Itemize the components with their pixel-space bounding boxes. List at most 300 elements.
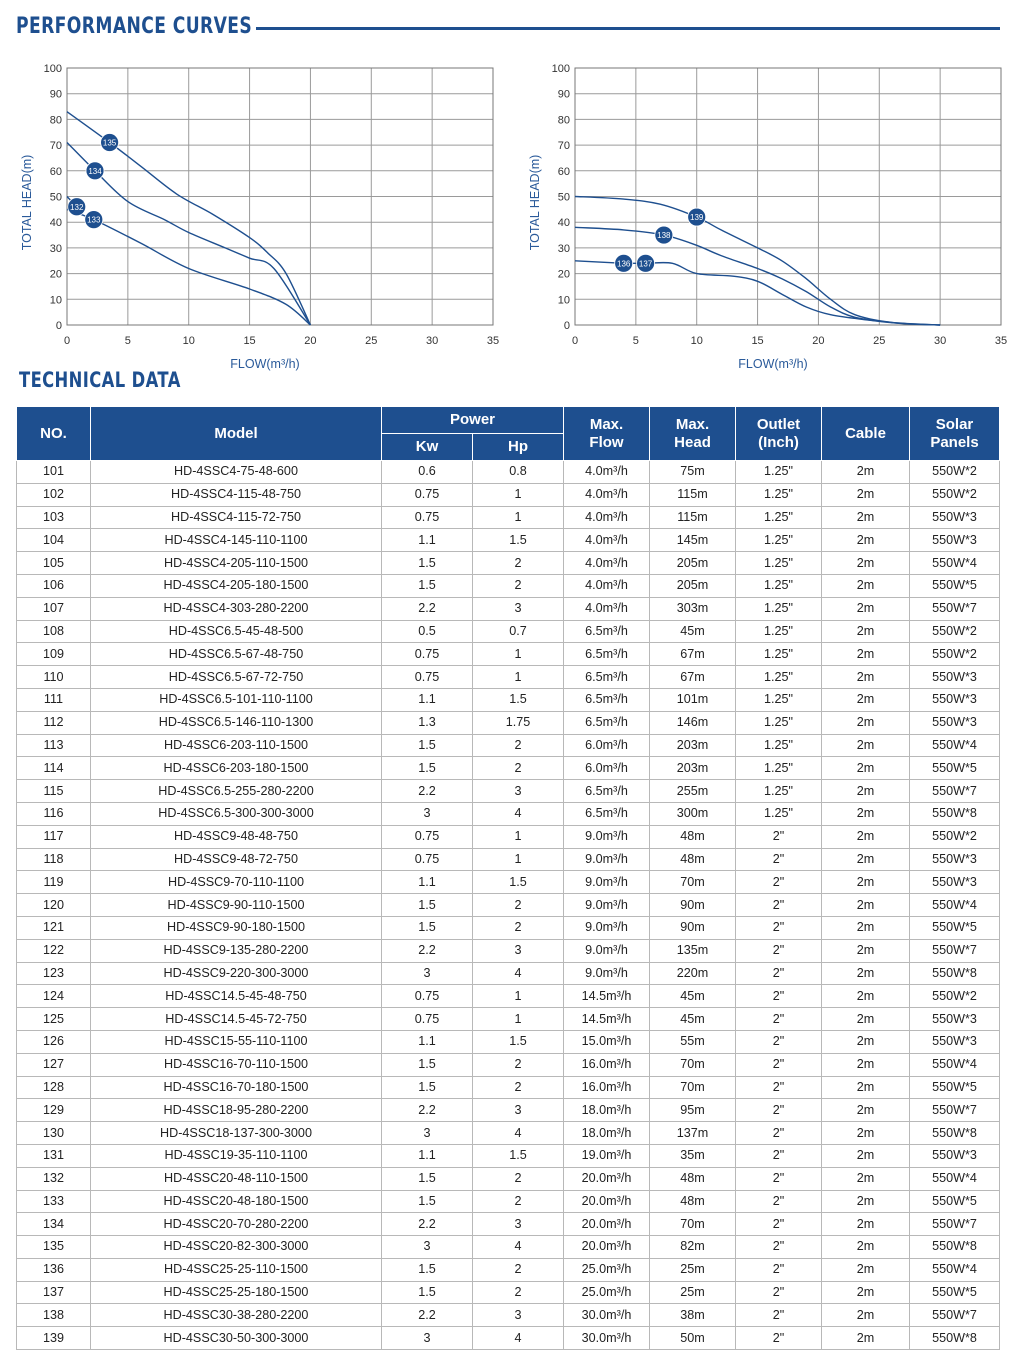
x-tick-label: 5 bbox=[124, 335, 131, 347]
table-row bbox=[17, 711, 1000, 734]
cell-model: HD-4SSC15-55-110-1100 bbox=[91, 1030, 382, 1053]
cell-model: HD-4SSC4-115-72-750 bbox=[91, 506, 382, 529]
cell-outlet: 2" bbox=[736, 1304, 822, 1327]
cell-kw: 0.75 bbox=[382, 825, 473, 848]
cell-max-flow: 9.0m³/h bbox=[564, 894, 650, 917]
table-row bbox=[17, 734, 1000, 757]
cell-max-flow: 6.5m³/h bbox=[564, 688, 650, 711]
y-axis-label: TOTAL HEAD(m) bbox=[528, 154, 542, 251]
cell-max-flow: 6.5m³/h bbox=[564, 643, 650, 666]
table-row bbox=[17, 962, 1000, 985]
cell-kw: 2.2 bbox=[382, 1213, 473, 1236]
cell-hp: 3 bbox=[473, 1099, 564, 1122]
cell-hp: 2 bbox=[473, 1076, 564, 1099]
cell-max-head: 50m bbox=[650, 1327, 736, 1350]
cell-outlet: 2" bbox=[736, 1122, 822, 1145]
y-tick-label: 70 bbox=[49, 140, 62, 153]
cell-outlet: 1.25" bbox=[736, 711, 822, 734]
cell-no: 116 bbox=[17, 802, 91, 825]
cell-kw: 1.5 bbox=[382, 1190, 473, 1213]
table-row bbox=[17, 1281, 1000, 1304]
cell-solar-panels: 550W*7 bbox=[910, 597, 1000, 620]
cell-max-flow: 16.0m³/h bbox=[564, 1053, 650, 1076]
cell-cable: 2m bbox=[822, 985, 910, 1008]
cell-cable: 2m bbox=[822, 1053, 910, 1076]
cell-no: 135 bbox=[17, 1236, 91, 1259]
cell-no: 111 bbox=[17, 688, 91, 711]
cell-solar-panels: 550W*3 bbox=[910, 871, 1000, 894]
cell-cable: 2m bbox=[822, 1076, 910, 1099]
cell-no: 125 bbox=[17, 1008, 91, 1031]
cell-max-head: 70m bbox=[650, 871, 736, 894]
cell-outlet: 1.25" bbox=[736, 574, 822, 597]
header-max-flow: Max. Flow bbox=[564, 407, 650, 461]
cell-hp: 3 bbox=[473, 597, 564, 620]
cell-outlet: 2" bbox=[736, 1236, 822, 1259]
cell-max-head: 45m bbox=[650, 985, 736, 1008]
y-tick-label: 100 bbox=[551, 63, 570, 75]
cell-model: HD-4SSC6.5-45-48-500 bbox=[91, 620, 382, 643]
cell-max-flow: 9.0m³/h bbox=[564, 825, 650, 848]
cell-kw: 0.75 bbox=[382, 643, 473, 666]
cell-max-head: 145m bbox=[650, 529, 736, 552]
cell-kw: 1.3 bbox=[382, 711, 473, 734]
cell-no: 102 bbox=[17, 483, 91, 506]
cell-solar-panels: 550W*8 bbox=[910, 802, 1000, 825]
table-row bbox=[17, 666, 1000, 689]
cell-max-flow: 9.0m³/h bbox=[564, 871, 650, 894]
cell-model: HD-4SSC20-48-110-1500 bbox=[91, 1167, 382, 1190]
cell-max-flow: 4.0m³/h bbox=[564, 552, 650, 575]
cell-hp: 2 bbox=[473, 1281, 564, 1304]
x-tick-label: 0 bbox=[571, 335, 579, 347]
y-tick-label: 10 bbox=[557, 294, 570, 307]
y-tick-label: 50 bbox=[557, 191, 570, 204]
table-row bbox=[17, 1008, 1000, 1031]
cell-max-head: 137m bbox=[650, 1122, 736, 1145]
performance-chart-right bbox=[508, 52, 1008, 377]
cell-no: 122 bbox=[17, 939, 91, 962]
cell-solar-panels: 550W*3 bbox=[910, 529, 1000, 552]
cell-outlet: 2" bbox=[736, 848, 822, 871]
cell-solar-panels: 550W*2 bbox=[910, 483, 1000, 506]
cell-hp: 1.5 bbox=[473, 529, 564, 552]
cell-cable: 2m bbox=[822, 916, 910, 939]
cell-max-head: 203m bbox=[650, 757, 736, 780]
cell-no: 108 bbox=[17, 620, 91, 643]
cell-max-flow: 6.5m³/h bbox=[564, 711, 650, 734]
cell-max-flow: 20.0m³/h bbox=[564, 1236, 650, 1259]
cell-outlet: 1.25" bbox=[736, 666, 822, 689]
cell-max-flow: 4.0m³/h bbox=[564, 574, 650, 597]
cell-model: HD-4SSC20-82-300-3000 bbox=[91, 1236, 382, 1259]
cell-model: HD-4SSC25-25-180-1500 bbox=[91, 1281, 382, 1304]
cell-max-flow: 20.0m³/h bbox=[564, 1190, 650, 1213]
table-row bbox=[17, 1327, 1000, 1350]
cell-outlet: 1.25" bbox=[736, 552, 822, 575]
cell-max-flow: 18.0m³/h bbox=[564, 1099, 650, 1122]
cell-outlet: 2" bbox=[736, 1327, 822, 1350]
curve-badge-label: 133 bbox=[87, 215, 101, 225]
cell-no: 137 bbox=[17, 1281, 91, 1304]
x-tick-label: 0 bbox=[63, 335, 71, 347]
cell-max-head: 115m bbox=[650, 483, 736, 506]
cell-outlet: 2" bbox=[736, 894, 822, 917]
header-power: Power bbox=[382, 407, 564, 434]
cell-hp: 1 bbox=[473, 848, 564, 871]
cell-outlet: 2" bbox=[736, 962, 822, 985]
cell-hp: 1.5 bbox=[473, 871, 564, 894]
cell-kw: 0.75 bbox=[382, 848, 473, 871]
cell-outlet: 1.25" bbox=[736, 529, 822, 552]
cell-max-head: 25m bbox=[650, 1258, 736, 1281]
table-row bbox=[17, 1030, 1000, 1053]
y-tick-label: 70 bbox=[557, 140, 570, 153]
cell-kw: 1.5 bbox=[382, 1053, 473, 1076]
y-tick-label: 40 bbox=[557, 217, 570, 230]
cell-no: 117 bbox=[17, 825, 91, 848]
cell-max-flow: 4.0m³/h bbox=[564, 506, 650, 529]
cell-cable: 2m bbox=[822, 552, 910, 575]
cell-kw: 0.75 bbox=[382, 506, 473, 529]
header-outlet: Outlet (Inch) bbox=[736, 407, 822, 461]
cell-hp: 4 bbox=[473, 1122, 564, 1145]
cell-cable: 2m bbox=[822, 461, 910, 484]
cell-solar-panels: 550W*7 bbox=[910, 939, 1000, 962]
cell-model: HD-4SSC20-70-280-2200 bbox=[91, 1213, 382, 1236]
table-row bbox=[17, 1076, 1000, 1099]
cell-solar-panels: 550W*4 bbox=[910, 894, 1000, 917]
cell-model: HD-4SSC20-48-180-1500 bbox=[91, 1190, 382, 1213]
x-tick-label: 30 bbox=[426, 335, 439, 347]
table-row bbox=[17, 1190, 1000, 1213]
table-row bbox=[17, 757, 1000, 780]
cell-outlet: 2" bbox=[736, 1213, 822, 1236]
y-tick-label: 90 bbox=[557, 88, 570, 101]
cell-max-head: 303m bbox=[650, 597, 736, 620]
cell-max-head: 115m bbox=[650, 506, 736, 529]
curve-badge-label: 132 bbox=[70, 202, 84, 212]
cell-outlet: 1.25" bbox=[736, 757, 822, 780]
cell-outlet: 2" bbox=[736, 1076, 822, 1099]
cell-kw: 2.2 bbox=[382, 597, 473, 620]
cell-kw: 0.75 bbox=[382, 666, 473, 689]
y-tick-label: 90 bbox=[49, 88, 62, 101]
cell-no: 136 bbox=[17, 1258, 91, 1281]
cell-max-flow: 9.0m³/h bbox=[564, 962, 650, 985]
cell-cable: 2m bbox=[822, 1167, 910, 1190]
cell-max-flow: 9.0m³/h bbox=[564, 916, 650, 939]
cell-cable: 2m bbox=[822, 1099, 910, 1122]
cell-max-flow: 9.0m³/h bbox=[564, 848, 650, 871]
cell-model: HD-4SSC4-205-110-1500 bbox=[91, 552, 382, 575]
table-row bbox=[17, 916, 1000, 939]
cell-solar-panels: 550W*3 bbox=[910, 666, 1000, 689]
cell-no: 103 bbox=[17, 506, 91, 529]
cell-hp: 1 bbox=[473, 985, 564, 1008]
cell-hp: 4 bbox=[473, 1236, 564, 1259]
cell-kw: 1.5 bbox=[382, 1076, 473, 1099]
cell-no: 127 bbox=[17, 1053, 91, 1076]
y-axis-label: TOTAL HEAD(m) bbox=[20, 154, 34, 251]
table-row bbox=[17, 552, 1000, 575]
cell-cable: 2m bbox=[822, 1258, 910, 1281]
cell-no: 114 bbox=[17, 757, 91, 780]
cell-kw: 3 bbox=[382, 962, 473, 985]
title-rule-divider bbox=[256, 27, 1000, 30]
cell-kw: 0.75 bbox=[382, 483, 473, 506]
cell-cable: 2m bbox=[822, 848, 910, 871]
cell-no: 113 bbox=[17, 734, 91, 757]
cell-solar-panels: 550W*7 bbox=[910, 1304, 1000, 1327]
cell-model: HD-4SSC6.5-67-72-750 bbox=[91, 666, 382, 689]
table-row bbox=[17, 688, 1000, 711]
cell-no: 105 bbox=[17, 552, 91, 575]
cell-hp: 1 bbox=[473, 666, 564, 689]
table-row bbox=[17, 483, 1000, 506]
cell-outlet: 2" bbox=[736, 1099, 822, 1122]
cell-hp: 2 bbox=[473, 1053, 564, 1076]
cell-hp: 0.7 bbox=[473, 620, 564, 643]
cell-no: 109 bbox=[17, 643, 91, 666]
cell-max-flow: 6.5m³/h bbox=[564, 802, 650, 825]
cell-hp: 3 bbox=[473, 1213, 564, 1236]
cell-solar-panels: 550W*2 bbox=[910, 825, 1000, 848]
cell-outlet: 2" bbox=[736, 1144, 822, 1167]
x-tick-label: 20 bbox=[304, 335, 317, 347]
cell-max-flow: 4.0m³/h bbox=[564, 483, 650, 506]
cell-hp: 1.5 bbox=[473, 1030, 564, 1053]
performance-chart-left bbox=[0, 52, 500, 377]
table-row bbox=[17, 1304, 1000, 1327]
cell-max-head: 90m bbox=[650, 916, 736, 939]
cell-max-head: 48m bbox=[650, 1190, 736, 1213]
cell-max-head: 90m bbox=[650, 894, 736, 917]
cell-model: HD-4SSC14.5-45-48-750 bbox=[91, 985, 382, 1008]
cell-model: HD-4SSC9-90-180-1500 bbox=[91, 916, 382, 939]
cell-hp: 2 bbox=[473, 1190, 564, 1213]
table-row bbox=[17, 871, 1000, 894]
cell-hp: 2 bbox=[473, 1167, 564, 1190]
table-row bbox=[17, 529, 1000, 552]
cell-max-flow: 6.0m³/h bbox=[564, 734, 650, 757]
header-no: NO. bbox=[17, 407, 91, 461]
cell-max-flow: 30.0m³/h bbox=[564, 1304, 650, 1327]
cell-max-head: 146m bbox=[650, 711, 736, 734]
cell-max-head: 55m bbox=[650, 1030, 736, 1053]
cell-max-head: 205m bbox=[650, 574, 736, 597]
cell-solar-panels: 550W*4 bbox=[910, 1053, 1000, 1076]
cell-max-head: 70m bbox=[650, 1076, 736, 1099]
cell-max-head: 205m bbox=[650, 552, 736, 575]
cell-max-head: 48m bbox=[650, 848, 736, 871]
cell-max-flow: 20.0m³/h bbox=[564, 1213, 650, 1236]
cell-cable: 2m bbox=[822, 1236, 910, 1259]
cell-no: 118 bbox=[17, 848, 91, 871]
cell-hp: 2 bbox=[473, 894, 564, 917]
x-tick-label: 20 bbox=[812, 335, 825, 347]
cell-max-flow: 30.0m³/h bbox=[564, 1327, 650, 1350]
cell-model: HD-4SSC4-303-280-2200 bbox=[91, 597, 382, 620]
cell-solar-panels: 550W*8 bbox=[910, 1327, 1000, 1350]
cell-outlet: 1.25" bbox=[736, 506, 822, 529]
cell-no: 131 bbox=[17, 1144, 91, 1167]
cell-kw: 0.75 bbox=[382, 985, 473, 1008]
cell-solar-panels: 550W*5 bbox=[910, 757, 1000, 780]
cell-solar-panels: 550W*2 bbox=[910, 985, 1000, 1008]
cell-hp: 1 bbox=[473, 825, 564, 848]
cell-solar-panels: 550W*2 bbox=[910, 643, 1000, 666]
table-row bbox=[17, 506, 1000, 529]
table-row bbox=[17, 894, 1000, 917]
cell-cable: 2m bbox=[822, 1190, 910, 1213]
table-row bbox=[17, 1213, 1000, 1236]
cell-max-head: 38m bbox=[650, 1304, 736, 1327]
curve-badge-label: 136 bbox=[617, 259, 631, 269]
cell-max-head: 203m bbox=[650, 734, 736, 757]
cell-no: 112 bbox=[17, 711, 91, 734]
cell-model: HD-4SSC16-70-110-1500 bbox=[91, 1053, 382, 1076]
table-row bbox=[17, 1144, 1000, 1167]
header-max-head: Max. Head bbox=[650, 407, 736, 461]
cell-solar-panels: 550W*5 bbox=[910, 1281, 1000, 1304]
cell-outlet: 1.25" bbox=[736, 597, 822, 620]
table-row bbox=[17, 597, 1000, 620]
cell-hp: 4 bbox=[473, 962, 564, 985]
cell-max-flow: 14.5m³/h bbox=[564, 985, 650, 1008]
cell-solar-panels: 550W*3 bbox=[910, 1144, 1000, 1167]
cell-cable: 2m bbox=[822, 871, 910, 894]
cell-solar-panels: 550W*5 bbox=[910, 1076, 1000, 1099]
cell-cable: 2m bbox=[822, 1008, 910, 1031]
cell-hp: 1 bbox=[473, 483, 564, 506]
cell-model: HD-4SSC9-90-110-1500 bbox=[91, 894, 382, 917]
cell-cable: 2m bbox=[822, 1304, 910, 1327]
cell-hp: 2 bbox=[473, 574, 564, 597]
cell-solar-panels: 550W*3 bbox=[910, 1008, 1000, 1031]
table-row bbox=[17, 1236, 1000, 1259]
cell-model: HD-4SSC30-38-280-2200 bbox=[91, 1304, 382, 1327]
cell-no: 121 bbox=[17, 916, 91, 939]
y-tick-label: 50 bbox=[49, 191, 62, 204]
cell-hp: 1 bbox=[473, 1008, 564, 1031]
x-tick-label: 15 bbox=[243, 335, 256, 347]
cell-max-head: 70m bbox=[650, 1053, 736, 1076]
cell-outlet: 1.25" bbox=[736, 461, 822, 484]
cell-no: 123 bbox=[17, 962, 91, 985]
cell-solar-panels: 550W*4 bbox=[910, 734, 1000, 757]
cell-max-head: 82m bbox=[650, 1236, 736, 1259]
cell-model: HD-4SSC19-35-110-1100 bbox=[91, 1144, 382, 1167]
cell-max-head: 35m bbox=[650, 1144, 736, 1167]
cell-kw: 1.1 bbox=[382, 1144, 473, 1167]
cell-max-head: 255m bbox=[650, 780, 736, 803]
cell-hp: 3 bbox=[473, 1304, 564, 1327]
x-tick-label: 35 bbox=[994, 335, 1008, 347]
x-tick-label: 10 bbox=[690, 335, 703, 347]
cell-cable: 2m bbox=[822, 506, 910, 529]
cell-kw: 2.2 bbox=[382, 1099, 473, 1122]
cell-max-flow: 18.0m³/h bbox=[564, 1122, 650, 1145]
cell-max-flow: 25.0m³/h bbox=[564, 1281, 650, 1304]
cell-solar-panels: 550W*5 bbox=[910, 1190, 1000, 1213]
cell-solar-panels: 550W*5 bbox=[910, 574, 1000, 597]
cell-solar-panels: 550W*4 bbox=[910, 1258, 1000, 1281]
cell-no: 126 bbox=[17, 1030, 91, 1053]
cell-outlet: 2" bbox=[736, 916, 822, 939]
cell-no: 120 bbox=[17, 894, 91, 917]
cell-cable: 2m bbox=[822, 574, 910, 597]
cell-kw: 1.1 bbox=[382, 529, 473, 552]
cell-max-flow: 20.0m³/h bbox=[564, 1167, 650, 1190]
cell-no: 124 bbox=[17, 985, 91, 1008]
curve-badge-label: 135 bbox=[102, 138, 117, 148]
cell-kw: 2.2 bbox=[382, 1304, 473, 1327]
x-tick-label: 15 bbox=[751, 335, 764, 347]
y-tick-label: 30 bbox=[557, 242, 570, 255]
table-row bbox=[17, 1053, 1000, 1076]
cell-cable: 2m bbox=[822, 757, 910, 780]
cell-model: HD-4SSC9-70-110-1100 bbox=[91, 871, 382, 894]
cell-model: HD-4SSC6.5-255-280-2200 bbox=[91, 780, 382, 803]
cell-no: 134 bbox=[17, 1213, 91, 1236]
cell-hp: 2 bbox=[473, 757, 564, 780]
cell-kw: 1.5 bbox=[382, 757, 473, 780]
table-row bbox=[17, 1099, 1000, 1122]
cell-solar-panels: 550W*3 bbox=[910, 688, 1000, 711]
cell-max-flow: 4.0m³/h bbox=[564, 461, 650, 484]
cell-kw: 0.6 bbox=[382, 461, 473, 484]
cell-hp: 1.75 bbox=[473, 711, 564, 734]
cell-hp: 4 bbox=[473, 802, 564, 825]
cell-cable: 2m bbox=[822, 597, 910, 620]
cell-model: HD-4SSC25-25-110-1500 bbox=[91, 1258, 382, 1281]
y-tick-label: 20 bbox=[49, 268, 62, 281]
cell-cable: 2m bbox=[822, 780, 910, 803]
cell-solar-panels: 550W*3 bbox=[910, 1030, 1000, 1053]
curve-137 bbox=[624, 263, 940, 325]
cell-kw: 1.1 bbox=[382, 1030, 473, 1053]
cell-cable: 2m bbox=[822, 1213, 910, 1236]
cell-cable: 2m bbox=[822, 1030, 910, 1053]
cell-max-head: 95m bbox=[650, 1099, 736, 1122]
x-tick-label: 25 bbox=[873, 335, 886, 347]
cell-hp: 0.8 bbox=[473, 461, 564, 484]
cell-max-head: 48m bbox=[650, 825, 736, 848]
cell-kw: 3 bbox=[382, 1122, 473, 1145]
table-row bbox=[17, 1258, 1000, 1281]
cell-max-flow: 9.0m³/h bbox=[564, 939, 650, 962]
cell-kw: 1.5 bbox=[382, 894, 473, 917]
cell-max-head: 135m bbox=[650, 939, 736, 962]
cell-hp: 3 bbox=[473, 939, 564, 962]
cell-no: 101 bbox=[17, 461, 91, 484]
cell-cable: 2m bbox=[822, 1327, 910, 1350]
cell-max-flow: 15.0m³/h bbox=[564, 1030, 650, 1053]
cell-solar-panels: 550W*2 bbox=[910, 461, 1000, 484]
cell-solar-panels: 550W*8 bbox=[910, 1122, 1000, 1145]
cell-model: HD-4SSC9-220-300-3000 bbox=[91, 962, 382, 985]
x-tick-label: 35 bbox=[486, 335, 500, 347]
header-cable: Cable bbox=[822, 407, 910, 461]
curve-badge-label: 139 bbox=[690, 213, 704, 223]
cell-model: HD-4SSC9-48-72-750 bbox=[91, 848, 382, 871]
y-tick-label: 0 bbox=[55, 320, 62, 332]
cell-max-flow: 6.5m³/h bbox=[564, 620, 650, 643]
cell-solar-panels: 550W*7 bbox=[910, 1213, 1000, 1236]
header-hp: Hp bbox=[473, 434, 564, 461]
cell-outlet: 1.25" bbox=[736, 643, 822, 666]
